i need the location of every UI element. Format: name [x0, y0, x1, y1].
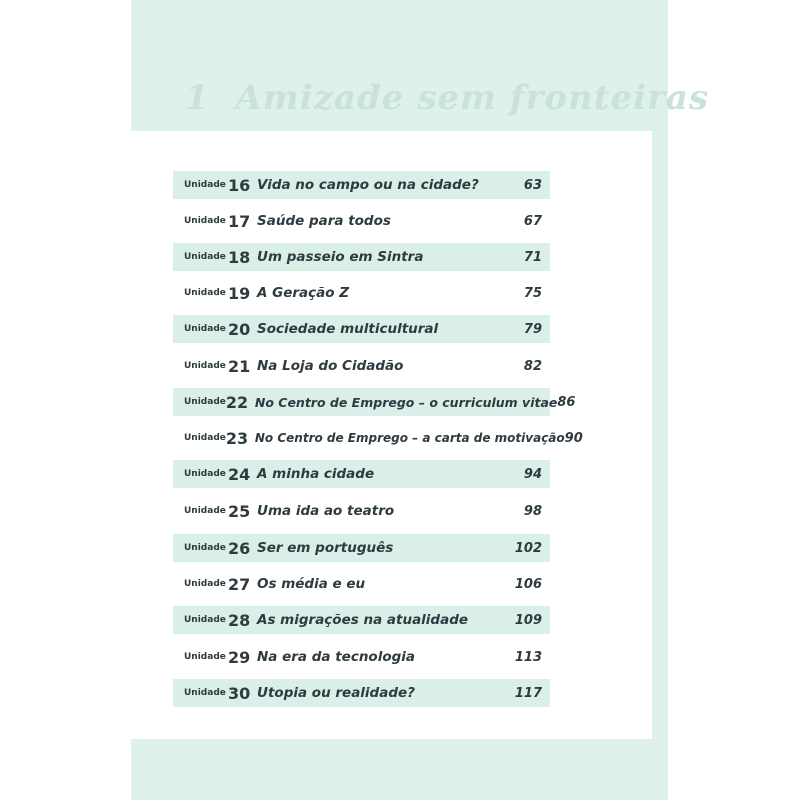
- toc-entry-17: [173, 207, 550, 235]
- background-heading-number: 1: [185, 78, 210, 118]
- unit-label: Unidade: [184, 397, 226, 407]
- page-number: 63: [523, 177, 542, 193]
- page-number: 106: [514, 576, 542, 592]
- unit-number: 24: [228, 464, 251, 484]
- unit-title: A minha cidade: [257, 466, 375, 482]
- unit-label: Unidade: [184, 615, 226, 625]
- unit-number: 30: [228, 683, 251, 703]
- unit-number: 27: [228, 574, 251, 594]
- toc-entry-23: [173, 424, 583, 452]
- unit-label: Unidade: [184, 579, 226, 589]
- unit-title: No Centro de Emprego – o curriculum vitae: [254, 394, 558, 410]
- unit-number: 17: [228, 211, 251, 231]
- unit-number: 21: [228, 356, 251, 376]
- unit-label: Unidade: [184, 324, 226, 334]
- unit-title: Um passeio em Sintra: [257, 249, 424, 265]
- page-number: 67: [523, 213, 542, 229]
- unit-number: 16: [228, 175, 251, 195]
- toc-entry-21: [173, 352, 550, 380]
- unit-title: Na era da tecnologia: [257, 649, 416, 665]
- unit-label: Unidade: [184, 469, 226, 479]
- page-number: 98: [523, 503, 542, 519]
- page-number: 79: [523, 321, 542, 337]
- unit-label: Unidade: [184, 361, 226, 371]
- unit-label: Unidade: [184, 433, 226, 443]
- unit-label: Unidade: [184, 543, 226, 553]
- unit-title: A Geração Z: [257, 285, 350, 301]
- unit-number: 28: [228, 610, 251, 630]
- page-number: 90: [564, 430, 583, 446]
- unit-label: Unidade: [184, 506, 226, 516]
- toc-entry-16: [173, 171, 550, 199]
- unit-title: Utopia ou realidade?: [257, 685, 415, 701]
- toc-entry-19: [173, 279, 550, 307]
- unit-number: 18: [228, 247, 251, 267]
- unit-title: No Centro de Emprego – a carta de motivação: [254, 431, 565, 445]
- unit-title: Saúde para todos: [257, 213, 391, 229]
- page-number: 113: [514, 649, 542, 665]
- unit-number: 26: [228, 538, 251, 558]
- toc-entry-28: [173, 606, 550, 634]
- unit-number: 29: [228, 647, 251, 667]
- toc-entry-20: [173, 315, 550, 343]
- background-heading-text: Amizade sem fronteiras: [235, 78, 710, 118]
- page-number: 86: [557, 394, 576, 410]
- unit-number: 19: [228, 283, 251, 303]
- page-number: 75: [523, 285, 542, 301]
- toc-entry-18: [173, 243, 550, 271]
- page-number: 109: [514, 612, 542, 628]
- toc-entry-26: [173, 534, 550, 562]
- unit-label: Unidade: [184, 688, 226, 698]
- unit-label: Unidade: [184, 288, 226, 298]
- unit-label: Unidade: [184, 252, 226, 262]
- unit-number: 23: [225, 428, 249, 448]
- unit-label: Unidade: [184, 216, 226, 226]
- page-number: 94: [523, 466, 542, 482]
- page-number: 102: [514, 540, 542, 556]
- toc-entry-29: [173, 643, 550, 671]
- unit-number: 22: [225, 392, 249, 412]
- unit-number: 20: [228, 319, 251, 339]
- unit-title: Uma ida ao teatro: [257, 503, 395, 519]
- background-heading: [185, 78, 709, 118]
- unit-number: 25: [228, 501, 251, 521]
- unit-label: Unidade: [184, 652, 226, 662]
- unit-title: Os média e eu: [257, 576, 366, 592]
- toc-entry-25: [173, 497, 550, 525]
- page-number: 82: [523, 358, 542, 374]
- toc-entry-24: [173, 460, 550, 488]
- page-number: 71: [523, 249, 542, 265]
- unit-label: Unidade: [184, 180, 226, 190]
- toc-entry-22: [173, 388, 576, 416]
- toc-entry-30: [173, 679, 550, 707]
- unit-title: Vida no campo ou na cidade?: [257, 177, 479, 193]
- page-number: 117: [514, 685, 542, 701]
- unit-title: Ser em português: [257, 540, 394, 556]
- unit-title: Na Loja do Cidadão: [257, 358, 404, 374]
- unit-title: As migrações na atualidade: [257, 612, 469, 628]
- toc-entry-27: [173, 570, 550, 598]
- unit-title: Sociedade multicultural: [257, 321, 439, 337]
